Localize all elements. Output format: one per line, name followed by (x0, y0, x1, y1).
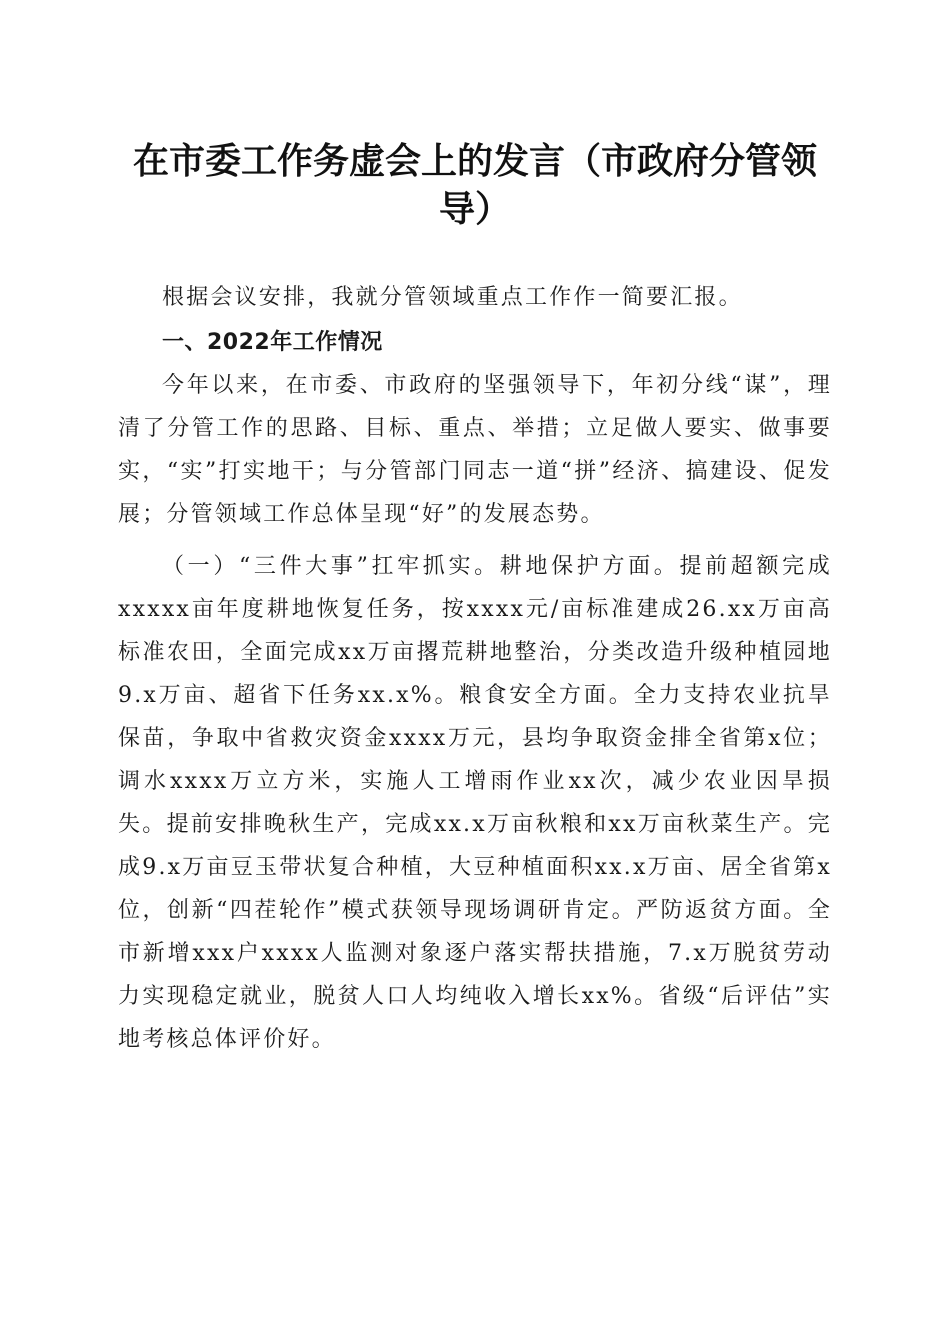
intro-paragraph: 根据会议安排，我就分管领域重点工作作一简要汇报。 (162, 285, 743, 310)
paragraph-three-major-tasks: （一）“三件大事”扛牢抓实。耕地保护方面。提前超额完成xxxxx亩年度耕地恢复任务，按xxxx元/亩标准建成26.xx万亩高标准农田，全面完成xx万亩撂荒耕地整治，分类改造升级种植园地9.x万亩、超省下任务xx.x%。粮食安全方面。全力支持农业抗旱保苗，争取中省救灾资金xxxx万元，县均争取资金排全省第x位；调水xxxx万立方米，实施人工增雨作业xx次，减少农业因旱损失。提前安排晚秋生产，完成xx.x万亩秋粮和xx万亩秋菜生产。完成9.x万亩豆玉带状复合种植，大豆种植面积xx.x万亩、居全省第x位，创新“四茬轮作”模式获领导现场调研肯定。严防返贫方面。全市新增xxx户xxxx人监测对象逐户落实帮扶措施，7.x万脱贫劳动力实现稳定就业，脱贫人口人均纯收入增长xx%。省级“后评估”实地考核总体评价好。 (118, 554, 832, 1052)
section-heading: 一、2022年工作情况 (162, 330, 383, 355)
paragraph-overview: 今年以来，在市委、市政府的坚强领导下，年初分线“谋”，理清了分管工作的思路、目标、重点、举措；立足做人要实、做事要实，“实”打实地干；与分管部门同志一道“拼”经济、搞建设、促发展；分管领域工作总体呈现“好”的发展态势。 (118, 373, 832, 527)
document-title: 在市委工作务虚会上的发言（市政府分管领导） (132, 140, 817, 230)
